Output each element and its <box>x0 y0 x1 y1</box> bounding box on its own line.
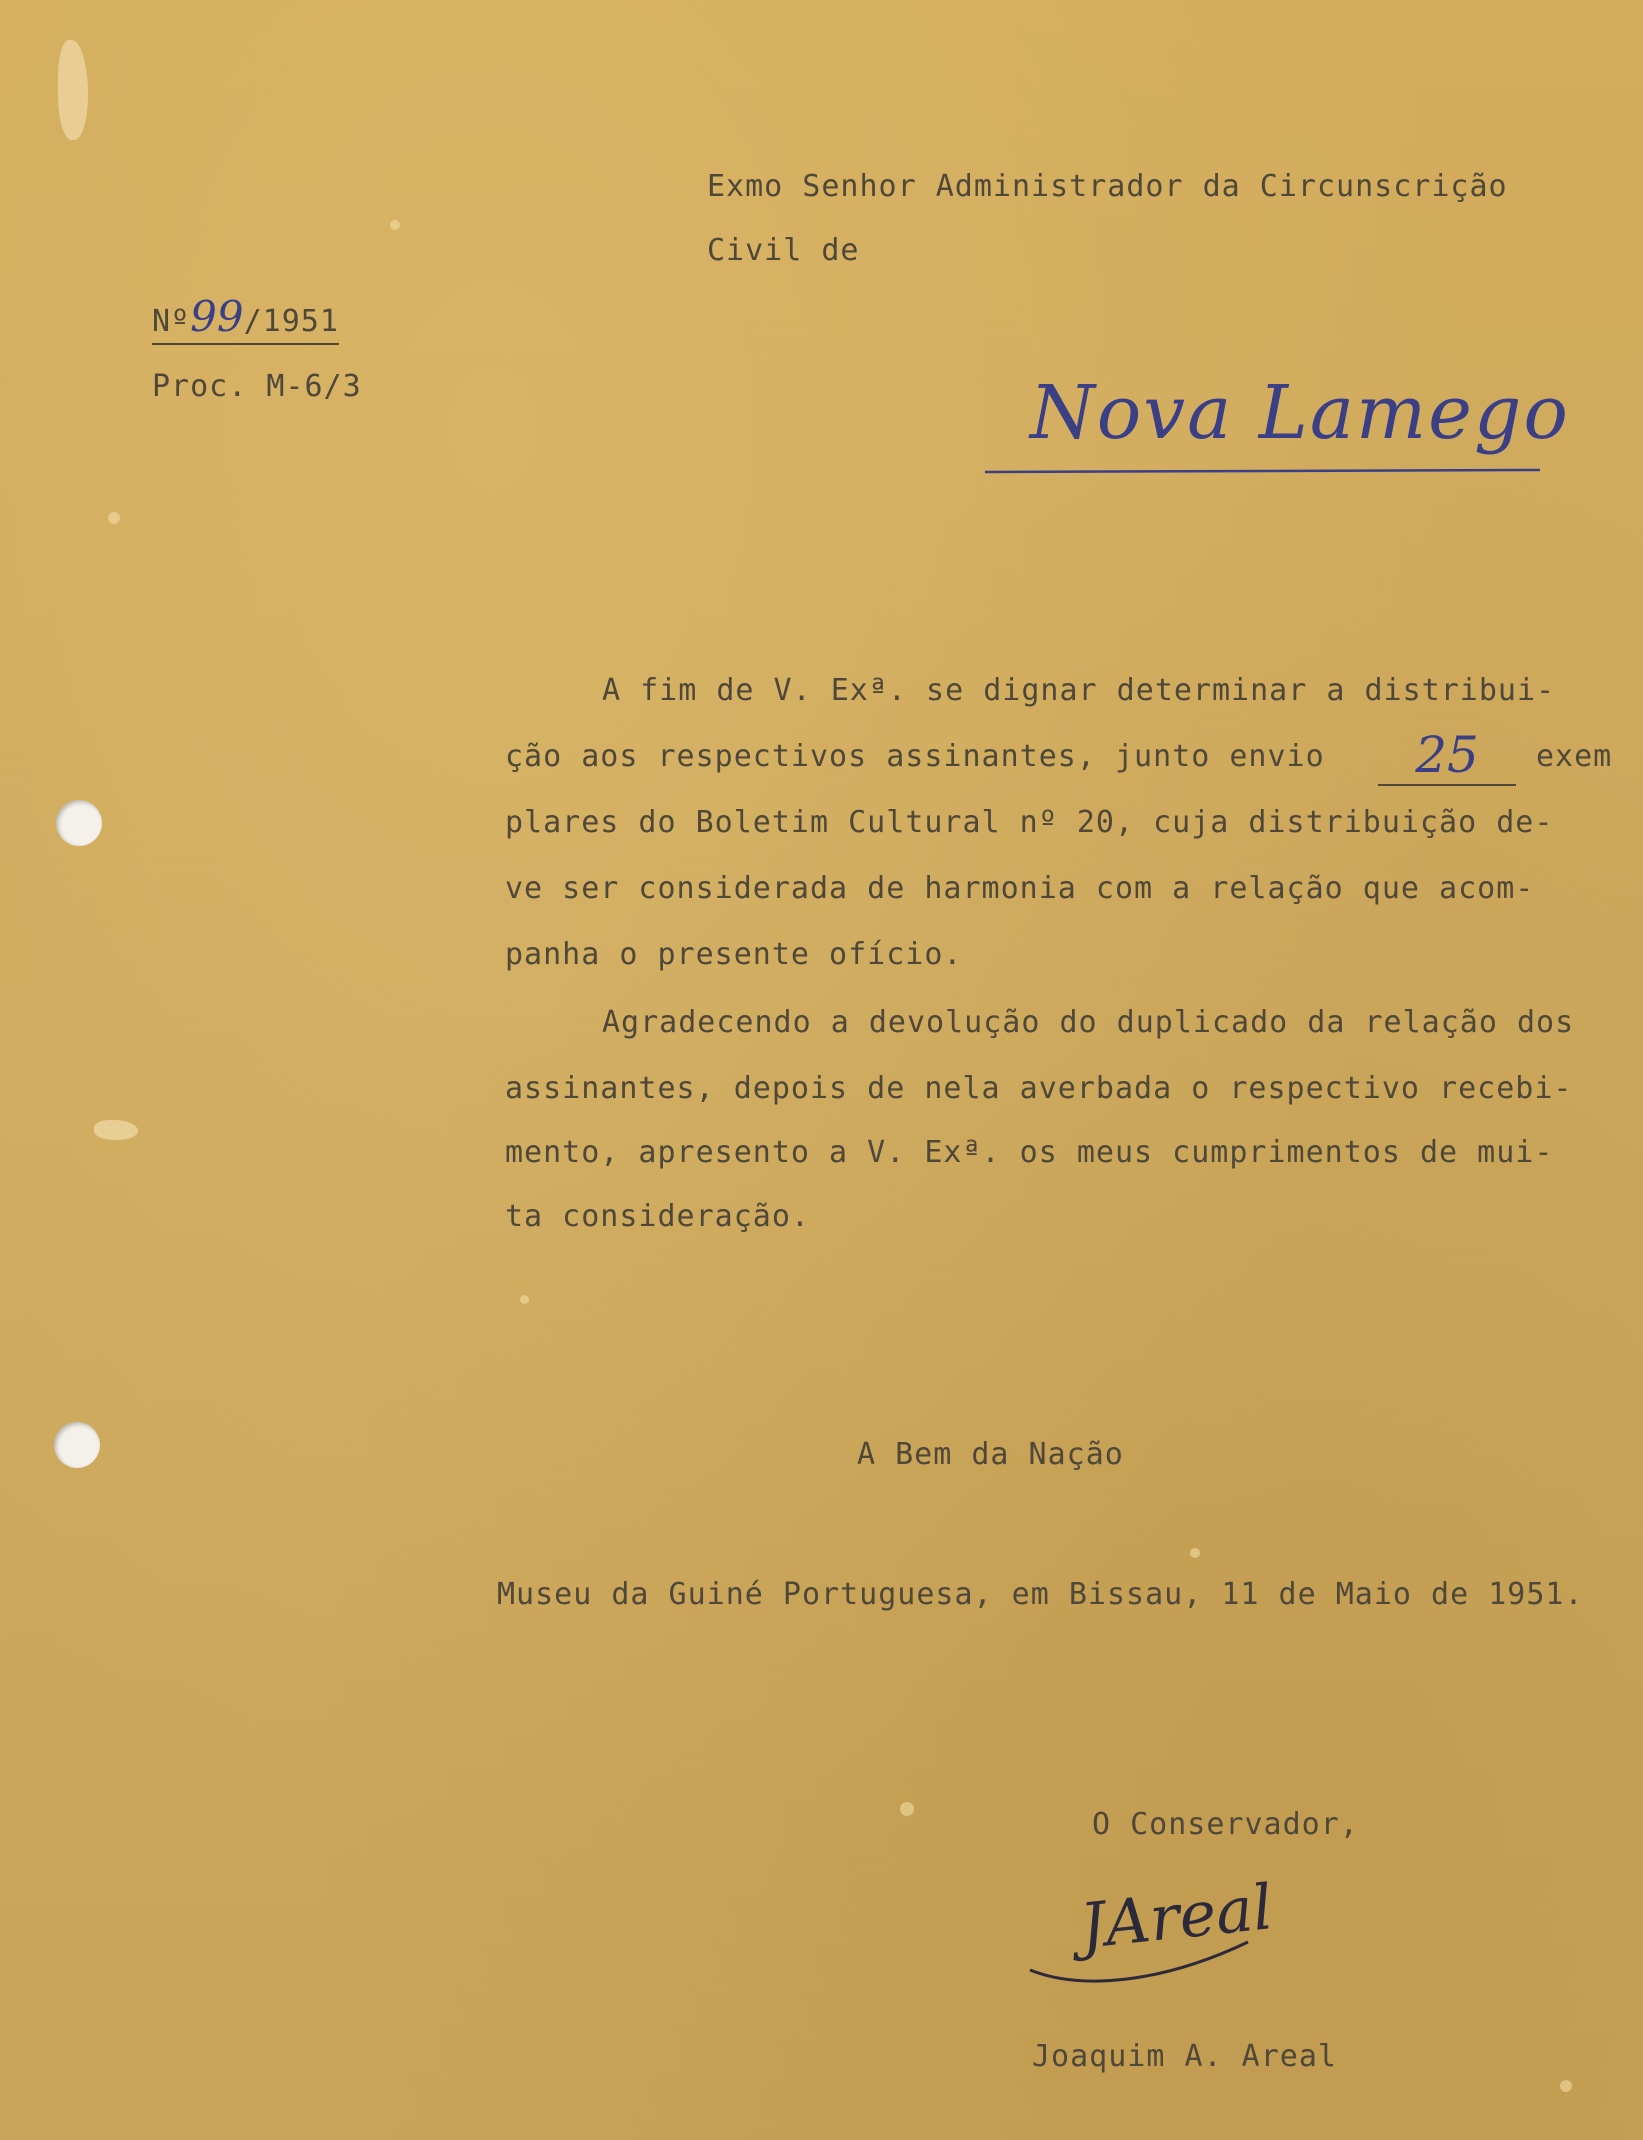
body-line-9: ta consideração. <box>505 1199 810 1234</box>
signatory-title: O Conservador, <box>1092 1807 1359 1842</box>
addressee-line-1: Exmo Senhor Administrador da Circunscrição <box>707 169 1508 204</box>
body-line-2: ção aos respectivos assinantes, junto envio <box>505 739 1325 774</box>
paper-fleck <box>900 1802 914 1816</box>
addressee-line-2: Civil de <box>707 233 860 268</box>
paper-fleck <box>1190 1548 1200 1558</box>
body-line-3: plares do Boletim Cultural nº 20, cuja distribuição de- <box>505 805 1554 840</box>
salutation: A Bem da Nação <box>857 1437 1124 1472</box>
body-line-2-end: exem <box>1536 739 1613 774</box>
body-line-4: ve ser considerada de harmonia com a relação que acom- <box>505 871 1535 906</box>
reference-number <box>152 292 339 345</box>
reference-prefix: Nº <box>152 304 191 339</box>
paper-fleck <box>520 1295 529 1304</box>
signature: JAreal <box>1076 1870 1277 1963</box>
body-line-1: A fim de V. Exª. se dignar determinar a distribui- <box>602 673 1556 708</box>
reference-number-handwritten: 99 <box>190 292 244 341</box>
body-line-7: assinantes, depois de nela averbada o respectivo recebi- <box>505 1071 1573 1106</box>
body-line-5: panha o presente ofício. <box>505 937 963 972</box>
copies-count-field <box>1378 726 1516 786</box>
body-line-6: Agradecendo a devolução do duplicado da relação dos <box>602 1005 1575 1040</box>
destination-underline <box>985 462 1545 482</box>
punch-hole-bottom <box>54 1422 100 1468</box>
signatory-name: Joaquim A. Areal <box>1032 2039 1337 2074</box>
reference-year: /1951 <box>243 304 339 339</box>
destination-handwritten: Nova Lamego <box>1030 370 1570 456</box>
place-and-date: Museu da Guiné Portuguesa, em Bissau, 11 de Maio de 1951. <box>497 1577 1584 1612</box>
body-line-8: mento, apresento a V. Exª. os meus cumprimentos de mui- <box>505 1135 1554 1170</box>
punch-hole-top <box>56 800 102 846</box>
copies-count-handwritten: 25 <box>1415 726 1479 784</box>
signature-flourish <box>1020 1920 1260 1990</box>
paper-fleck <box>390 220 400 230</box>
paper-fleck <box>108 512 120 524</box>
process-reference: Proc. M-6/3 <box>152 369 362 404</box>
paper-tear-mark <box>94 1120 138 1140</box>
paper-fleck <box>1560 2080 1572 2092</box>
paper-tear-mark <box>58 40 88 140</box>
